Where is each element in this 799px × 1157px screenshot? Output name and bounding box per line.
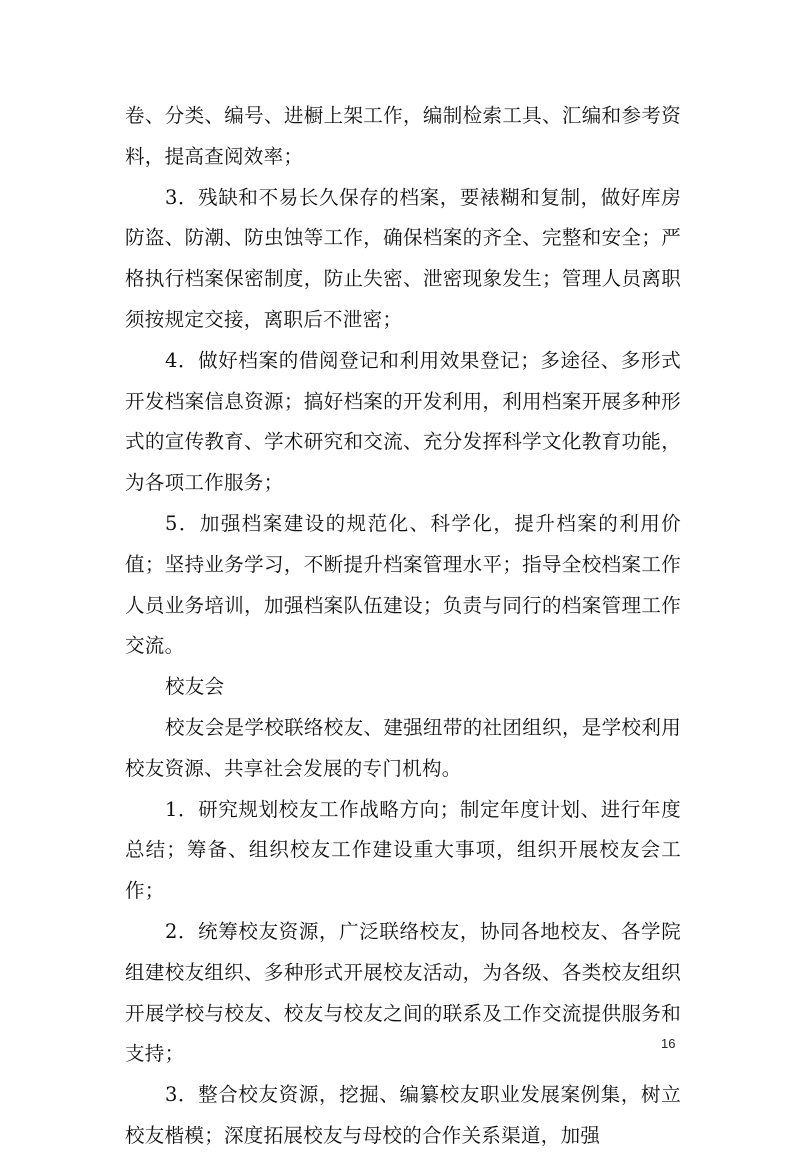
section-item-3: 3．整合校友资源，挖掘、编纂校友职业发展案例集，树立校友楷模；深度拓展校友与母校的合作关系渠道，加强 <box>125 1083 681 1147</box>
paragraph-item-3: 3．残缺和不易长久保存的档案，要裱糊和复制，做好库房防盗、防潮、防虫蚀等工作，确保档案的齐全、完整和安全；严格执行档案保密制度，防止失密、泄密现象发生；管理人员离职须按规定交接，离职后不泄密； <box>125 185 681 331</box>
section-intro-paragraph: 校友会是学校联络校友、建强纽带的社团组织，是学校利用校友资源、共享社会发展的专门机构。 <box>125 715 681 780</box>
page-number: 16 <box>661 1036 676 1051</box>
section-heading: 校友会 <box>165 675 225 699</box>
paragraph-continuation: 卷、分类、编号、进橱上架工作，编制检索工具、汇编和参考资料，提高查阅效率； <box>125 104 681 168</box>
paragraph-item-4: 4．做好档案的借阅登记和利用效果登记；多途径、多形式开发档案信息资源；搞好档案的开发利用，利用档案开展多种形式的宣传教育、学术研究和交流、充分发挥科学文化教育功能，为各项工作服务； <box>125 348 681 495</box>
page-body <box>125 96 681 1157</box>
section-item-1: 1．研究规划校友工作战略方向；制定年度计划、进行年度总结；筹备、组织校友工作建设重大事项，组织开展校友会工作； <box>125 797 681 903</box>
section-item-2: 2．统筹校友资源，广泛联络校友，协同各地校友、各学院组建校友组织、多种形式开展校友活动，为各级、各类校友组织开展学校与校友、校友与校友之间的联系及工作交流提供服务和支持； <box>125 919 681 1066</box>
paragraph-item-5: 5．加强档案建设的规范化、科学化，提升档案的利用价值；坚持业务学习，不断提升档案管理水平；指导全校档案工作人员业务培训，加强档案队伍建设；负责与同行的档案管理工作交流。 <box>125 511 681 658</box>
